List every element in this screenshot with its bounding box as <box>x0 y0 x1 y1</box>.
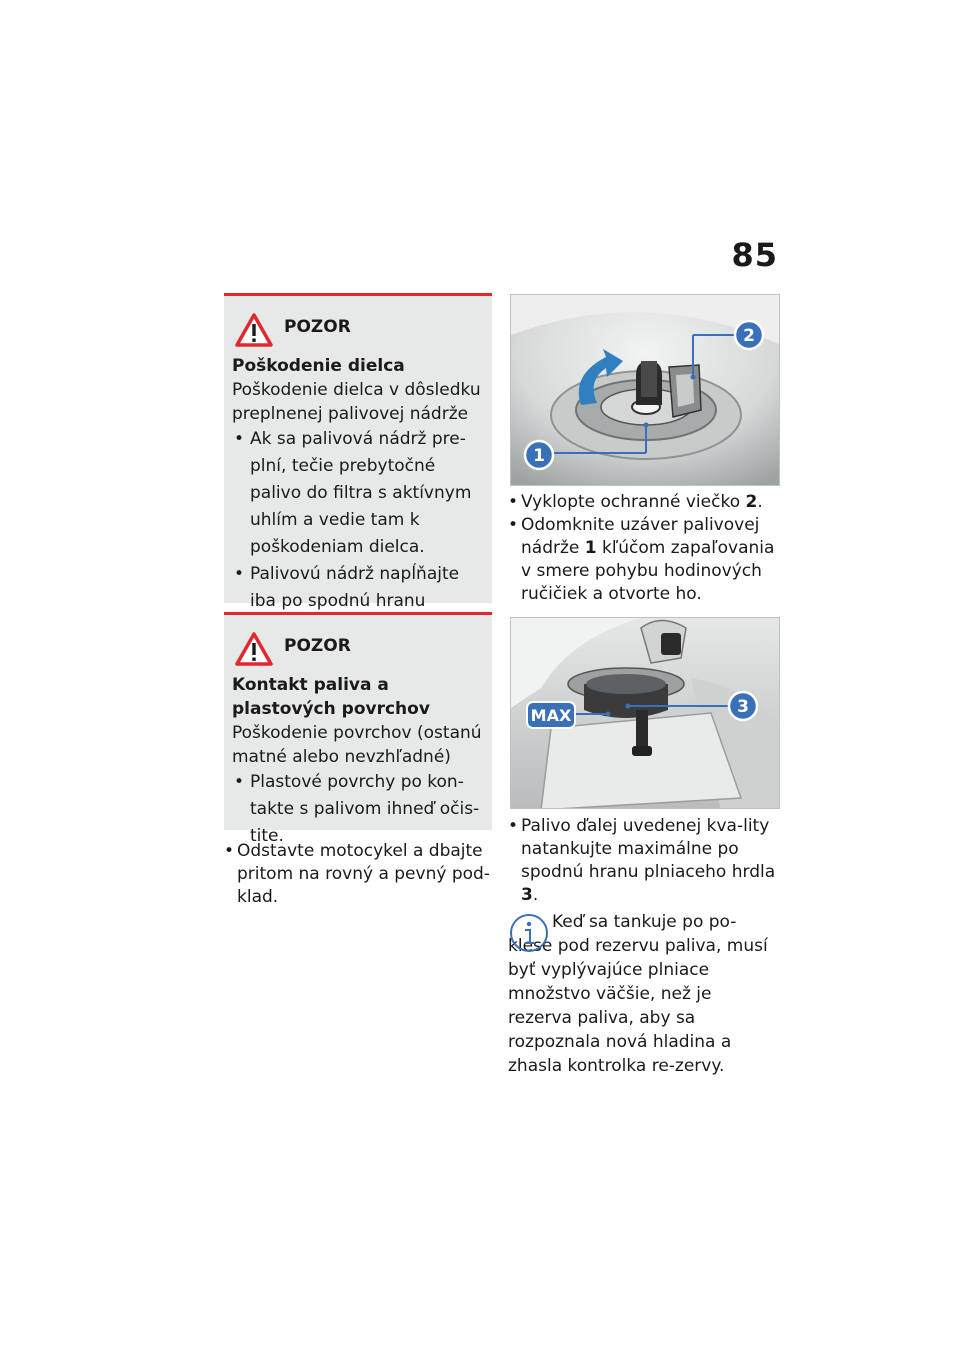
step-item: • Odomknite uzáver palivovej nádrže 1 kľúčom zapaľovania v smere pohybu hodinových ručičiek a otvorte ho. <box>508 514 780 606</box>
warning-title: Poškodenie dielca <box>232 356 405 376</box>
step-ref: 3 <box>521 885 533 905</box>
right-steps-list-1 <box>508 491 780 606</box>
fuel-cap-illustration <box>511 295 780 486</box>
right-steps-list-2 <box>508 815 780 907</box>
warning-triangle-icon <box>234 631 274 667</box>
max-label: MAX <box>530 706 572 725</box>
warning-list <box>232 426 484 642</box>
warning-label: POZOR <box>284 317 351 337</box>
warning-title: Kontakt paliva a plastových povrchov <box>232 675 430 719</box>
warning-header <box>232 312 484 348</box>
page-number: 85 <box>731 236 778 274</box>
figure-fuel-cap <box>510 294 780 486</box>
step-item: • Vyklopte ochranné viečko 2. <box>508 491 780 514</box>
warning-triangle-icon <box>234 312 274 348</box>
info-icon <box>508 912 550 954</box>
step-item: • Palivo ďalej uvedenej kva-lity natankujte maximálne po spodnú hranu plniaceho hrdla 3. <box>508 815 780 907</box>
info-note <box>508 910 780 1078</box>
callout-3: 3 <box>737 697 749 717</box>
warning-header <box>232 631 484 667</box>
warning-list-item: • Palivovú nádrž napĺňajte iba po spodnú hranu <box>232 561 484 642</box>
warning-box-plastic-contact <box>224 612 492 846</box>
callout-1: 1 <box>533 446 545 466</box>
callout-2: 2 <box>743 326 755 346</box>
warning-list-item: • Plastové povrchy po kon-takte s palivom ihneď očis-tite. <box>232 769 484 850</box>
info-text: Keď sa tankuje po po-klese pod rezervu paliva, musí byť vyplývajúce plniace množstvo väčšie, než je rezerva paliva, aby sa rozpoznala nová hladina a zhasla kontrolka re-zervy. <box>508 912 768 1076</box>
warning-box-fuel-overfill <box>224 293 492 611</box>
warning-text: Poškodenie povrchov (ostanú matné alebo nevzhľadné) <box>232 723 482 767</box>
figure-filler-neck <box>510 617 780 809</box>
warning-list-item: • Ak sa palivová nádrž pre-plní, tečie prebytočné palivo do filtra s aktívnym uhlím a vedie tam k poškodeniam dielca. <box>232 426 484 561</box>
step-ref: 1 <box>584 538 597 558</box>
left-steps-list <box>224 840 494 909</box>
warning-label: POZOR <box>284 636 351 656</box>
step-item: • Odstavte motocykel a dbajte pritom na rovný a pevný pod-klad. <box>224 840 494 909</box>
step-ref: 2 <box>745 492 758 512</box>
filler-neck-illustration <box>511 618 780 809</box>
warning-list <box>232 769 484 850</box>
warning-text: Poškodenie dielca v dôsledku preplnenej palivovej nádrže <box>232 380 481 424</box>
